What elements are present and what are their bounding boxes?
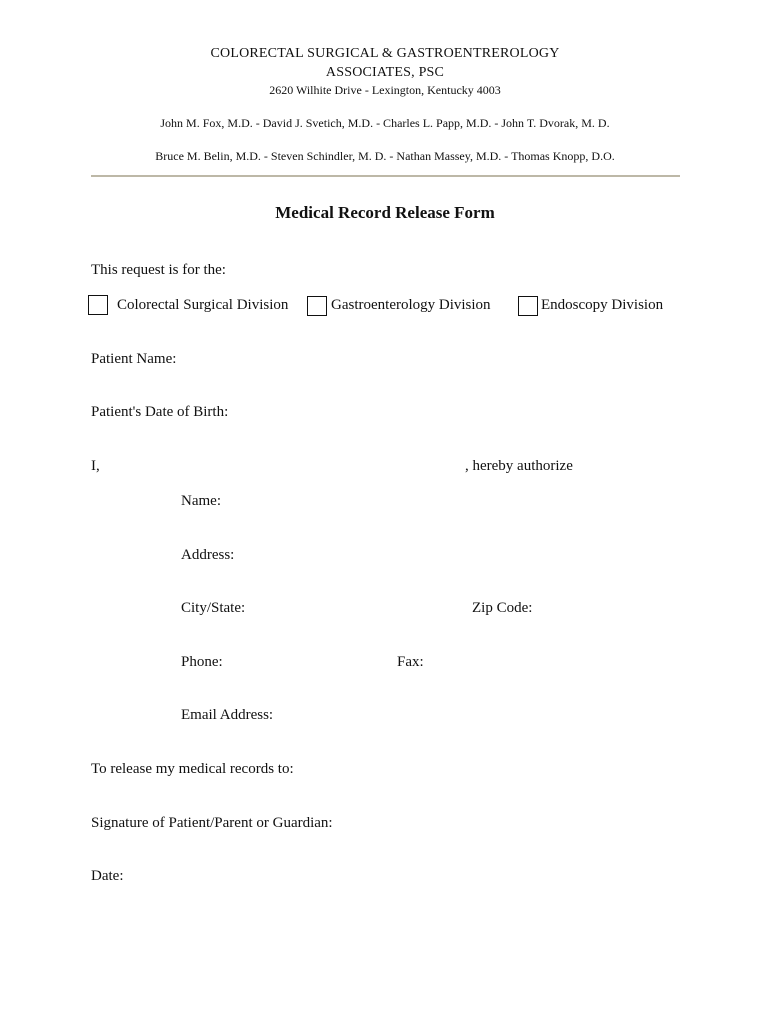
gastroenterology-division-label: Gastroenterology Division	[331, 297, 491, 313]
header-divider	[91, 175, 680, 177]
colorectal-division-checkbox[interactable]	[88, 295, 108, 315]
doctors-list-line1: John M. Fox, M.D. - David J. Svetich, M.D. - Charles L. Papp, M.D. - John T. Dvorak, M. D.	[160, 116, 610, 130]
endoscopy-division-checkbox[interactable]	[518, 296, 538, 316]
org-name-line2: ASSOCIATES, PSC	[325, 65, 445, 80]
recipient-fax-label: Fax:	[397, 654, 424, 670]
recipient-phone-label: Phone:	[181, 654, 223, 670]
colorectal-division-label: Colorectal Surgical Division	[117, 297, 289, 313]
date-label: Date:	[91, 868, 124, 884]
org-address: 2620 Wilhite Drive - Lexington, Kentucky 4003	[269, 83, 501, 97]
request-label: This request is for the:	[91, 262, 226, 278]
recipient-name-label: Name:	[181, 493, 221, 509]
patient-dob-label: Patient's Date of Birth:	[91, 404, 229, 420]
patient-name-label: Patient Name:	[91, 351, 177, 367]
gastroenterology-division-checkbox[interactable]	[307, 296, 327, 316]
org-name-line1: COLORECTAL SURGICAL & GASTROENTREROLOGY	[210, 46, 560, 61]
recipient-city-state-label: City/State:	[181, 600, 246, 616]
endoscopy-division-label: Endoscopy Division	[541, 297, 664, 313]
doctors-list-line2: Bruce M. Belin, M.D. - Steven Schindler, M. D. - Nathan Massey, M.D. - Thomas Knopp, D.O.	[155, 149, 615, 163]
signature-label: Signature of Patient/Parent or Guardian:	[91, 815, 333, 831]
release-records-label: To release my medical records to:	[91, 761, 294, 777]
recipient-zip-label: Zip Code:	[472, 600, 533, 616]
recipient-address-label: Address:	[181, 547, 235, 563]
authorization-i-label: I,	[91, 458, 100, 474]
hereby-authorize-label: , hereby authorize	[465, 458, 573, 474]
form-title: Medical Record Release Form	[275, 203, 495, 222]
recipient-email-label: Email Address:	[181, 707, 274, 723]
